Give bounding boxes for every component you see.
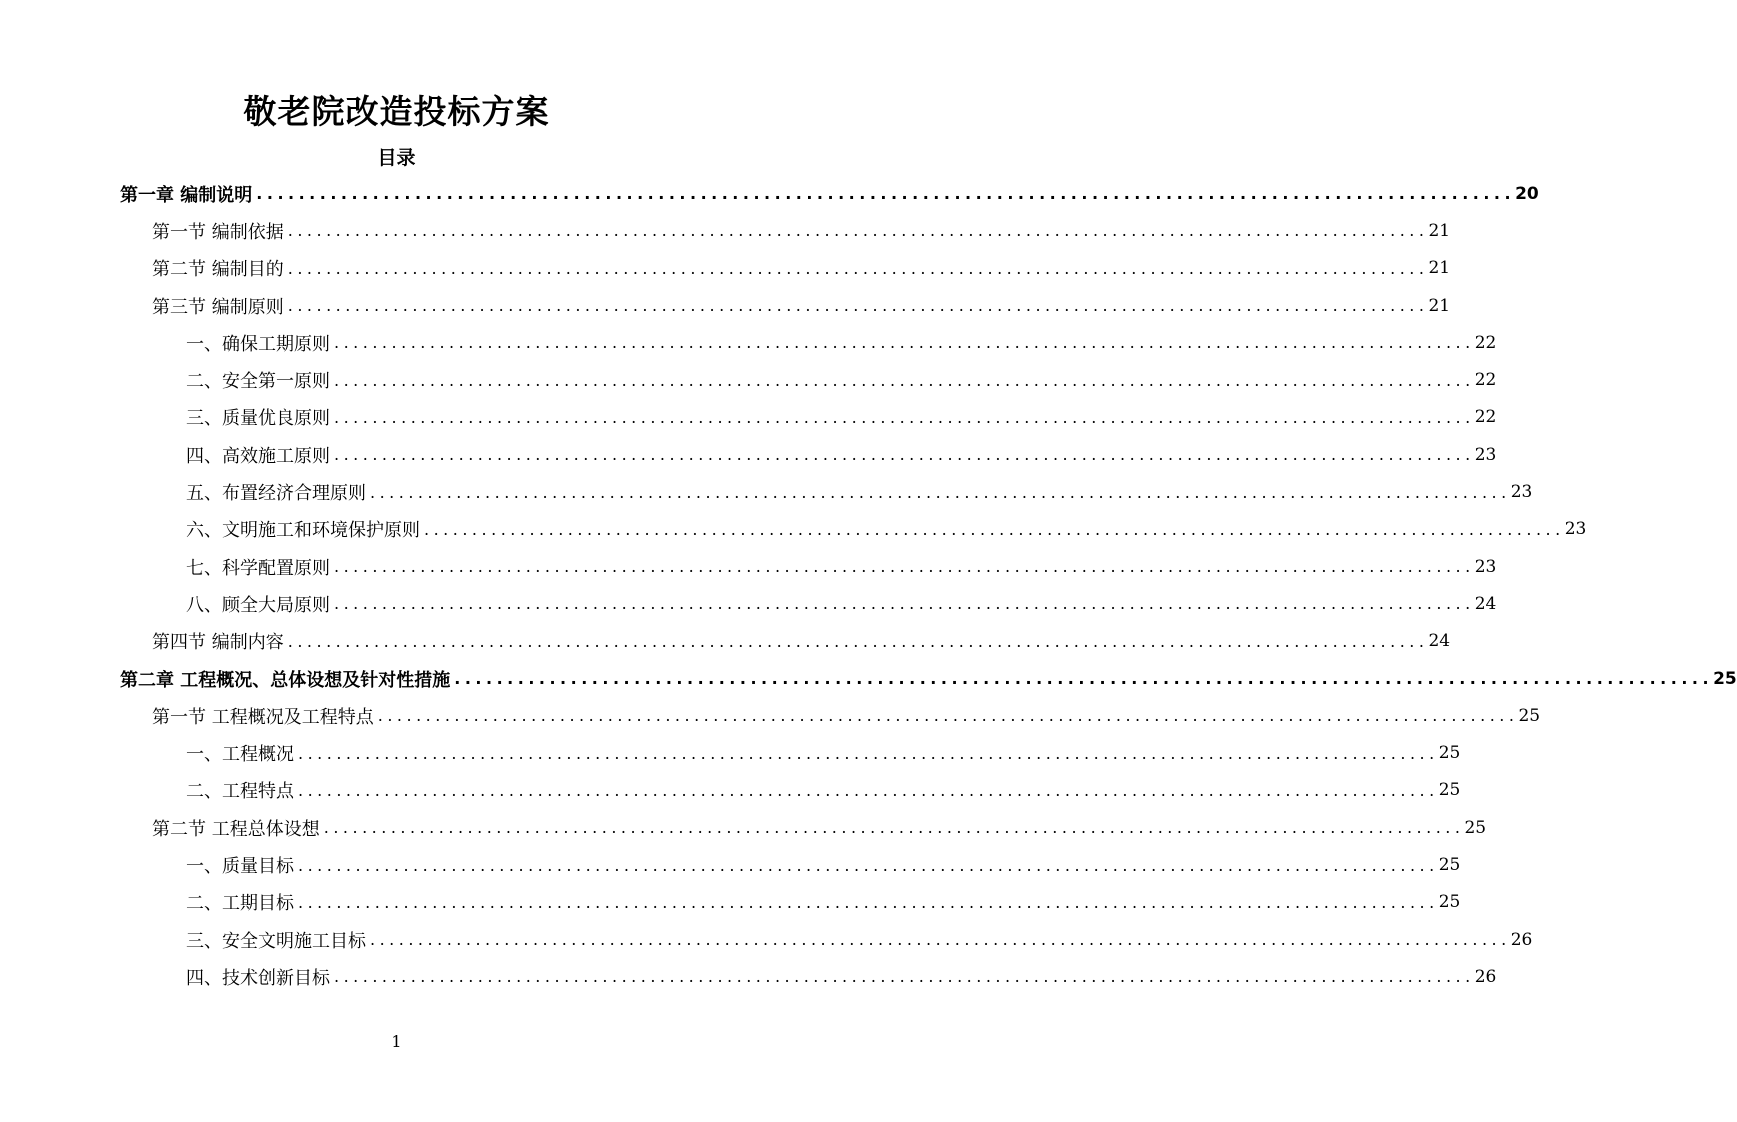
toc-entry-page: 25 (1438, 892, 1461, 913)
toc-entry[interactable] (0, 585, 1497, 622)
toc-leader-dots: ....................................................................................................................... (323, 818, 1465, 838)
toc-entry[interactable] (0, 436, 1497, 473)
toc-leader-dots: ....................................................................................................................... (298, 780, 1439, 800)
toc-leader-dots: ....................................................................................................................... (424, 519, 1565, 539)
toc-leader-dots: ....................................................................................................................... (287, 221, 1429, 241)
toc-entry-page: 23 (1510, 482, 1533, 503)
toc-entry-label: 第一节 编制依据 (152, 221, 284, 243)
toc-entry-page: 21 (1428, 258, 1451, 279)
toc-entry-label: 二、安全第一原则 (186, 371, 330, 393)
toc-entry[interactable] (0, 511, 1587, 548)
toc-entry[interactable] (0, 697, 1541, 734)
page-number: 1 (391, 1032, 402, 1051)
toc-entry-label: 五、布置经济合理原则 (186, 483, 366, 505)
toc-entry-page: 25 (1713, 668, 1737, 689)
toc-entry-page: 25 (1438, 743, 1461, 764)
toc-leader-dots: ....................................................................................................................... (334, 557, 1475, 577)
toc-entry-label: 第一章 编制说明 (120, 184, 253, 206)
toc-entry-label: 第二节 工程总体设想 (152, 818, 320, 840)
toc-leader-dots: ....................................................................................................................... (370, 482, 1511, 502)
toc-leader-dots: ....................................................................................................................... (377, 706, 1519, 726)
toc-entry[interactable] (0, 548, 1497, 585)
toc-entry[interactable] (0, 623, 1451, 660)
toc-entry-label: 一、工程概况 (186, 744, 294, 766)
toc-entry-label: 二、工期目标 (186, 893, 294, 915)
toc-entry[interactable] (0, 324, 1497, 361)
toc-entry-page: 25 (1518, 705, 1541, 726)
toc-entry-page: 26 (1474, 966, 1497, 987)
toc-entry-label: 一、质量目标 (186, 856, 294, 878)
toc-entry[interactable] (0, 362, 1497, 399)
toc-leader-dots: ....................................................................................................................... (334, 967, 1475, 987)
document-title: 敬老院改造投标方案 (243, 92, 550, 131)
toc-heading: 目录 (377, 147, 416, 169)
toc-entry-page: 25 (1438, 780, 1461, 801)
toc-entry-label: 七、科学配置原则 (186, 557, 330, 579)
toc-leader-dots: ....................................................................................................................... (334, 333, 1475, 353)
toc-leader-dots: ....................................................................................................................... (287, 631, 1429, 651)
toc-entry-label: 第三节 编制原则 (152, 296, 284, 318)
toc-leader-dots: ....................................................................................................................... (334, 370, 1475, 390)
toc-entry[interactable] (0, 735, 1461, 772)
toc-entry-page: 26 (1510, 929, 1533, 950)
toc-entry-page: 21 (1428, 295, 1451, 316)
toc-leader-dots: ....................................................................................................................... (298, 892, 1439, 912)
toc-entry[interactable] (0, 921, 1533, 958)
toc-entry-page: 21 (1428, 220, 1451, 241)
toc-entry-label: 四、技术创新目标 (186, 967, 330, 989)
toc-leader-dots: ....................................................................................................................... (370, 930, 1511, 950)
toc-entry[interactable] (0, 846, 1461, 883)
toc-leader-dots: ....................................................................................................................... (287, 258, 1429, 278)
toc-entry[interactable] (0, 958, 1497, 995)
toc-leader-dots: ....................................................................................................................... (334, 407, 1475, 427)
toc-entry-label: 二、工程特点 (186, 781, 294, 803)
toc-entry-label: 四、高效施工原则 (186, 445, 330, 467)
toc-entry-page: 20 (1515, 183, 1539, 204)
toc-entry-label: 三、安全文明施工目标 (186, 930, 366, 952)
toc-leader-dots: ....................................................................................................................... (298, 743, 1439, 763)
toc-leader-dots: ....................................................................................................................... (256, 184, 1516, 204)
toc-entry[interactable] (0, 884, 1461, 921)
toc-entry-label: 八、顾全大局原则 (186, 594, 330, 616)
toc-entry-page: 25 (1464, 817, 1487, 838)
toc-entry[interactable] (0, 660, 1737, 697)
toc-leader-dots: ....................................................................................................................... (334, 594, 1475, 614)
toc-entry[interactable] (0, 287, 1451, 324)
toc-entry[interactable] (0, 809, 1487, 846)
toc-entry-label: 一、确保工期原则 (186, 333, 330, 355)
toc-entry-label: 第二章 工程概况、总体设想及针对性措施 (120, 669, 451, 691)
toc-entry-page: 23 (1474, 556, 1497, 577)
toc-entry-label: 第一节 工程概况及工程特点 (152, 706, 374, 728)
toc-entry[interactable] (0, 399, 1497, 436)
toc-leader-dots: ....................................................................................................................... (298, 855, 1439, 875)
toc-entry-page: 24 (1474, 593, 1497, 614)
toc-leader-dots: ....................................................................................................................... (454, 669, 1714, 689)
toc-entry-page: 24 (1428, 631, 1451, 652)
toc-entry-page: 25 (1438, 855, 1461, 876)
toc-entry[interactable] (0, 250, 1451, 287)
toc-entry-page: 22 (1474, 370, 1497, 391)
toc-entry[interactable] (0, 212, 1451, 249)
toc-entry-label: 第四节 编制内容 (152, 632, 284, 654)
toc-entry[interactable] (0, 473, 1533, 510)
toc-entry-page: 23 (1474, 444, 1497, 465)
toc-entry-label: 第二节 编制目的 (152, 259, 284, 281)
toc-entry-label: 三、质量优良原则 (186, 408, 330, 430)
toc-entry-page: 22 (1474, 332, 1497, 353)
toc-leader-dots: ....................................................................................................................... (287, 296, 1429, 316)
toc-leader-dots: ....................................................................................................................... (334, 445, 1475, 465)
toc-entry-page: 22 (1474, 407, 1497, 428)
toc-entry[interactable] (0, 175, 1539, 212)
toc-entry-label: 六、文明施工和环境保护原则 (186, 520, 420, 542)
toc-entry[interactable] (0, 772, 1461, 809)
toc-entry-page: 23 (1564, 519, 1587, 540)
